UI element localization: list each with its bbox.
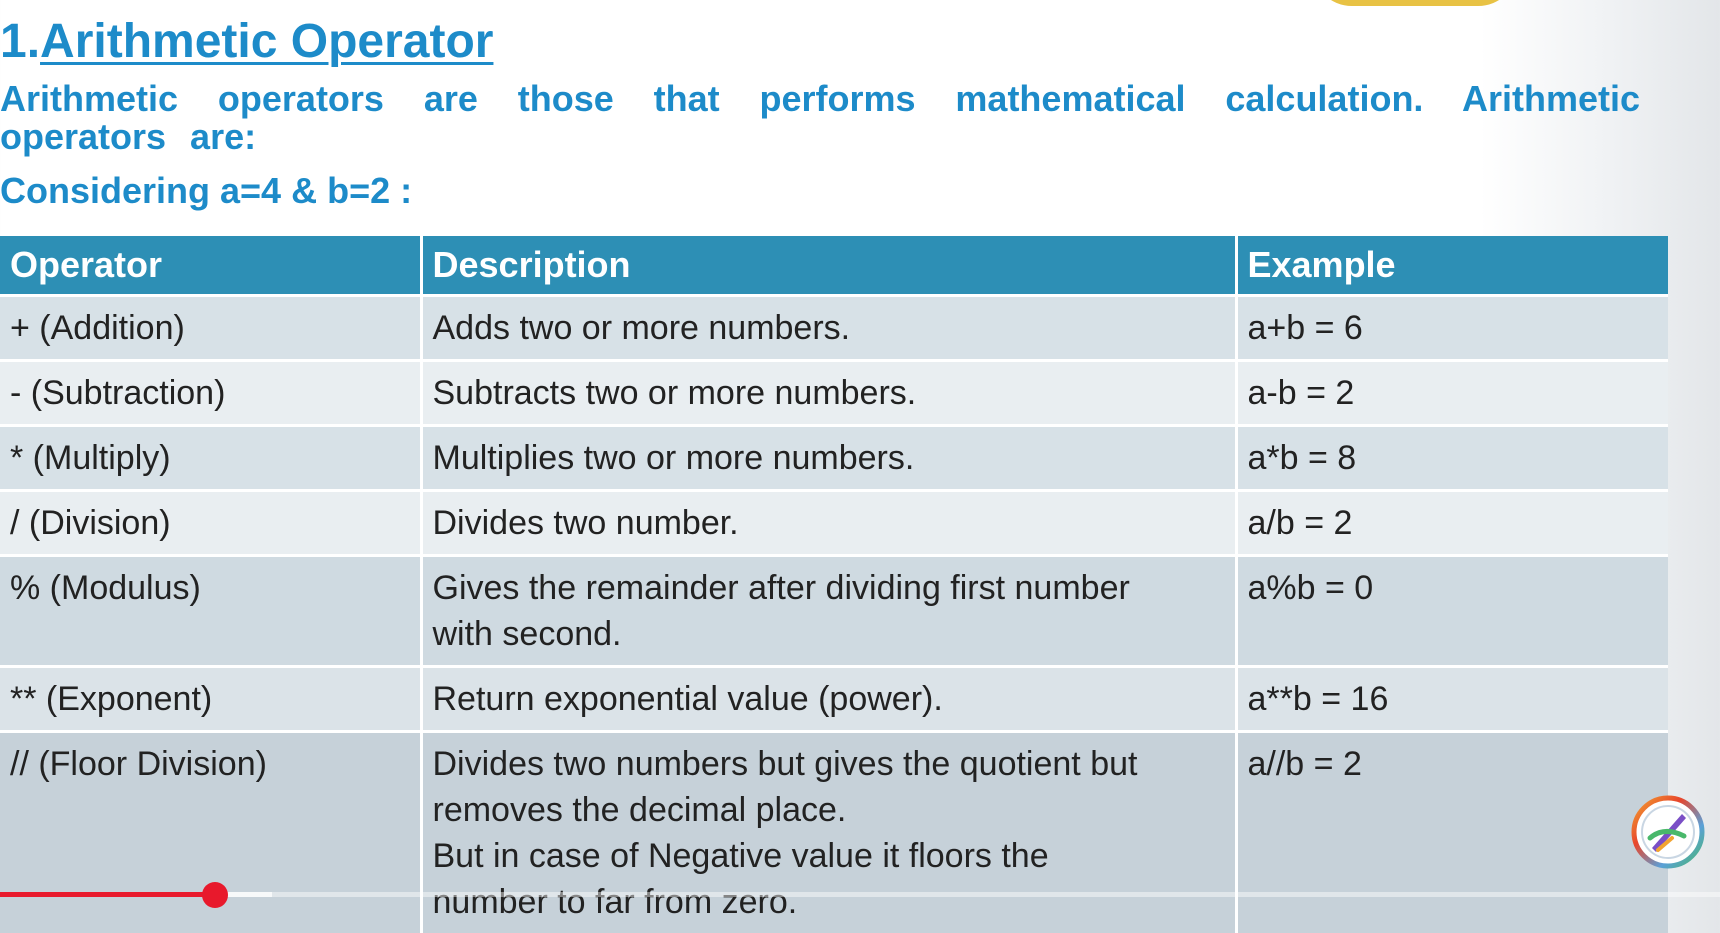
heading-title: Arithmetic Operator [40,15,493,68]
table-row [0,296,1668,361]
example-cell: a/b = 2 [1236,491,1668,556]
description-line: Divides two numbers but gives the quotient but [433,741,1219,787]
header-description: Description [421,236,1236,296]
operator-cell: // (Floor Division) [0,732,421,933]
description-cell [421,361,1236,426]
header-operator: Operator [0,236,421,296]
example-cell: a%b = 0 [1236,556,1668,667]
table-row [0,556,1668,667]
description-line: Gives the remainder after dividing first number [433,565,1219,611]
example-cell: a//b = 2 [1236,732,1668,933]
table-row [0,667,1668,732]
description-cell [421,667,1236,732]
intro-text: Arithmetic operators are those that performs mathematical calculation. Arithmetic operators are: [0,80,1640,156]
channel-logo-icon[interactable] [1628,792,1708,872]
description-line: Adds two or more numbers. [433,305,1219,351]
example-cell: a*b = 8 [1236,426,1668,491]
operators-table [0,236,1668,933]
description-line: Divides two number. [433,500,1219,546]
considering-text: Considering a=4 & b=2 : [0,170,412,212]
description-line: with second. [433,611,1219,657]
description-line: Subtracts two or more numbers. [433,370,1219,416]
description-line: removes the decimal place. [433,787,1219,833]
operator-cell: + (Addition) [0,296,421,361]
description-cell [421,491,1236,556]
example-cell: a**b = 16 [1236,667,1668,732]
page-title [0,14,493,70]
description-cell [421,426,1236,491]
operator-cell: - (Subtraction) [0,361,421,426]
table-row [0,732,1668,933]
heading-number: 1. [0,15,40,68]
operator-cell: % (Modulus) [0,556,421,667]
table-row [0,426,1668,491]
description-line: But in case of Negative value it floors the [433,833,1219,879]
operator-cell: ** (Exponent) [0,667,421,732]
operator-cell: * (Multiply) [0,426,421,491]
description-cell [421,556,1236,667]
table-row [0,361,1668,426]
table-header-row [0,236,1668,296]
description-cell [421,296,1236,361]
example-cell: a+b = 6 [1236,296,1668,361]
description-line: Multiplies two or more numbers. [433,435,1219,481]
description-cell [421,732,1236,933]
decorative-shape [1312,0,1518,6]
operator-cell: / (Division) [0,491,421,556]
video-scrubber-handle[interactable] [202,882,228,908]
table-row [0,491,1668,556]
header-example: Example [1236,236,1668,296]
description-line: Return exponential value (power). [433,676,1219,722]
example-cell: a-b = 2 [1236,361,1668,426]
video-progress-fill [0,892,215,897]
description-line: number to far from zero. [433,879,1219,925]
